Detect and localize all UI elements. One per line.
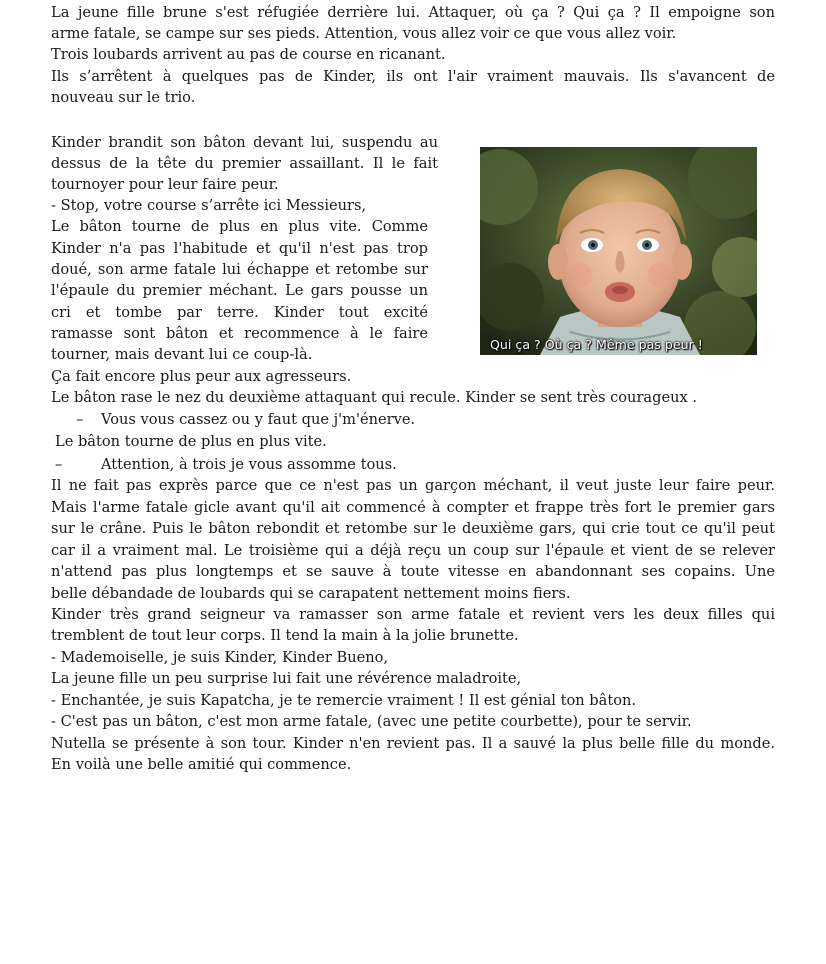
dialogue-dash: – (55, 456, 63, 473)
text-line: dessus de la tête du premier assaillant. Il le fait (51, 155, 438, 172)
text-line: Trois loubards arrivent au pas de course en ricanant. (51, 46, 446, 63)
text-line: Le bâton tourne de plus en plus vite. (55, 433, 327, 450)
text-line: sur le crâne. Puis le bâton rebondit et retombe sur le deuxième gars, qui crie tout ce qu'il peut (51, 520, 775, 537)
text-line: Kinder très grand seigneur va ramasser son arme fatale et revient vers les deux filles qui (51, 606, 775, 623)
text-line: - C'est pas un bâton, c'est mon arme fatale, (avec une petite courbette), pour te servir. (51, 713, 692, 730)
text-line: tournoyer pour leur faire peur. (51, 176, 279, 193)
text-line: Il ne fait pas exprès parce que ce n'est pas un garçon méchant, il veut juste leur faire peur. (51, 477, 775, 494)
text-line: tourner, mais devant lui ce coup-là. (51, 346, 313, 363)
text-line: La jeune fille un peu surprise lui fait une révérence maladroite, (51, 670, 522, 687)
text-line: - Mademoiselle, je suis Kinder, Kinder Bueno, (51, 649, 389, 666)
boy-photo (480, 147, 757, 355)
text-line: Kinder n'a pas l'habitude et qu'il n'est pas trop (51, 240, 428, 257)
text-line: car il a vraiment mal. Le troisième qui a déjà reçu un coup sur l'épaule et vient de se relever (51, 542, 775, 559)
dialogue-line: Vous vous cassez ou y faut que j'm'énerve. (101, 411, 416, 428)
text-line: Kinder brandit son bâton devant lui, suspendu au (51, 134, 438, 151)
dialogue-line: Attention, à trois je vous assomme tous. (101, 456, 397, 473)
photo-caption: Qui ça ? Où ça ? Même pas peur ! (490, 337, 703, 352)
text-line: cri et tombe par terre. Kinder tout excité (51, 304, 428, 321)
text-line: Nutella se présente à son tour. Kinder n'en revient pas. Il a sauvé la plus belle fille du monde. (51, 735, 775, 752)
text-line: nouveau sur le trio. (51, 89, 196, 106)
text-line: l'épaule du premier méchant. Le gars pousse un (51, 282, 428, 299)
text-line: arme fatale, se campe sur ses pieds. Attention, vous allez voir ce que vous allez voir. (51, 25, 677, 42)
text-line: belle débandade de loubards qui se carapatent nettement moins fiers. (51, 585, 571, 602)
text-line: - Stop, votre course s’arrête ici Messieurs, (51, 197, 367, 214)
text-line: - Enchantée, je suis Kapatcha, je te remercie vraiment ! Il est génial ton bâton. (51, 692, 637, 709)
text-line: n'attend pas plus longtemps et se sauve à toute vitesse en abandonnant ses copains. Une (51, 563, 775, 580)
boy-portrait-image (480, 147, 757, 355)
text-line: doué, son arme fatale lui échappe et retombe sur (51, 261, 428, 278)
text-line: La jeune fille brune s'est réfugiée derrière lui. Attaquer, où ça ? Qui ça ? Il empoigne son (51, 4, 775, 21)
text-line: Le bâton rase le nez du deuxième attaquant qui recule. Kinder se sent très courageux . (51, 389, 698, 406)
text-line: Ça fait encore plus peur aux agresseurs. (51, 368, 352, 385)
text-line: En voilà une belle amitié qui commence. (51, 756, 352, 773)
dialogue-dash: – (76, 411, 84, 428)
text-line: tremblent de tout leur corps. Il tend la main à la jolie brunette. (51, 627, 519, 644)
text-line: Ils s’arrêtent à quelques pas de Kinder, ils ont l'air vraiment mauvais. Ils s'avancent de (51, 68, 775, 85)
text-line: ramasse sont bâton et recommence à le faire (51, 325, 428, 342)
text-line: Mais l'arme fatale gicle avant qu'il ait commencé à compter et frappe très fort le premier gars (51, 499, 775, 516)
text-line: Le bâton tourne de plus en plus vite. Comme (51, 218, 428, 235)
